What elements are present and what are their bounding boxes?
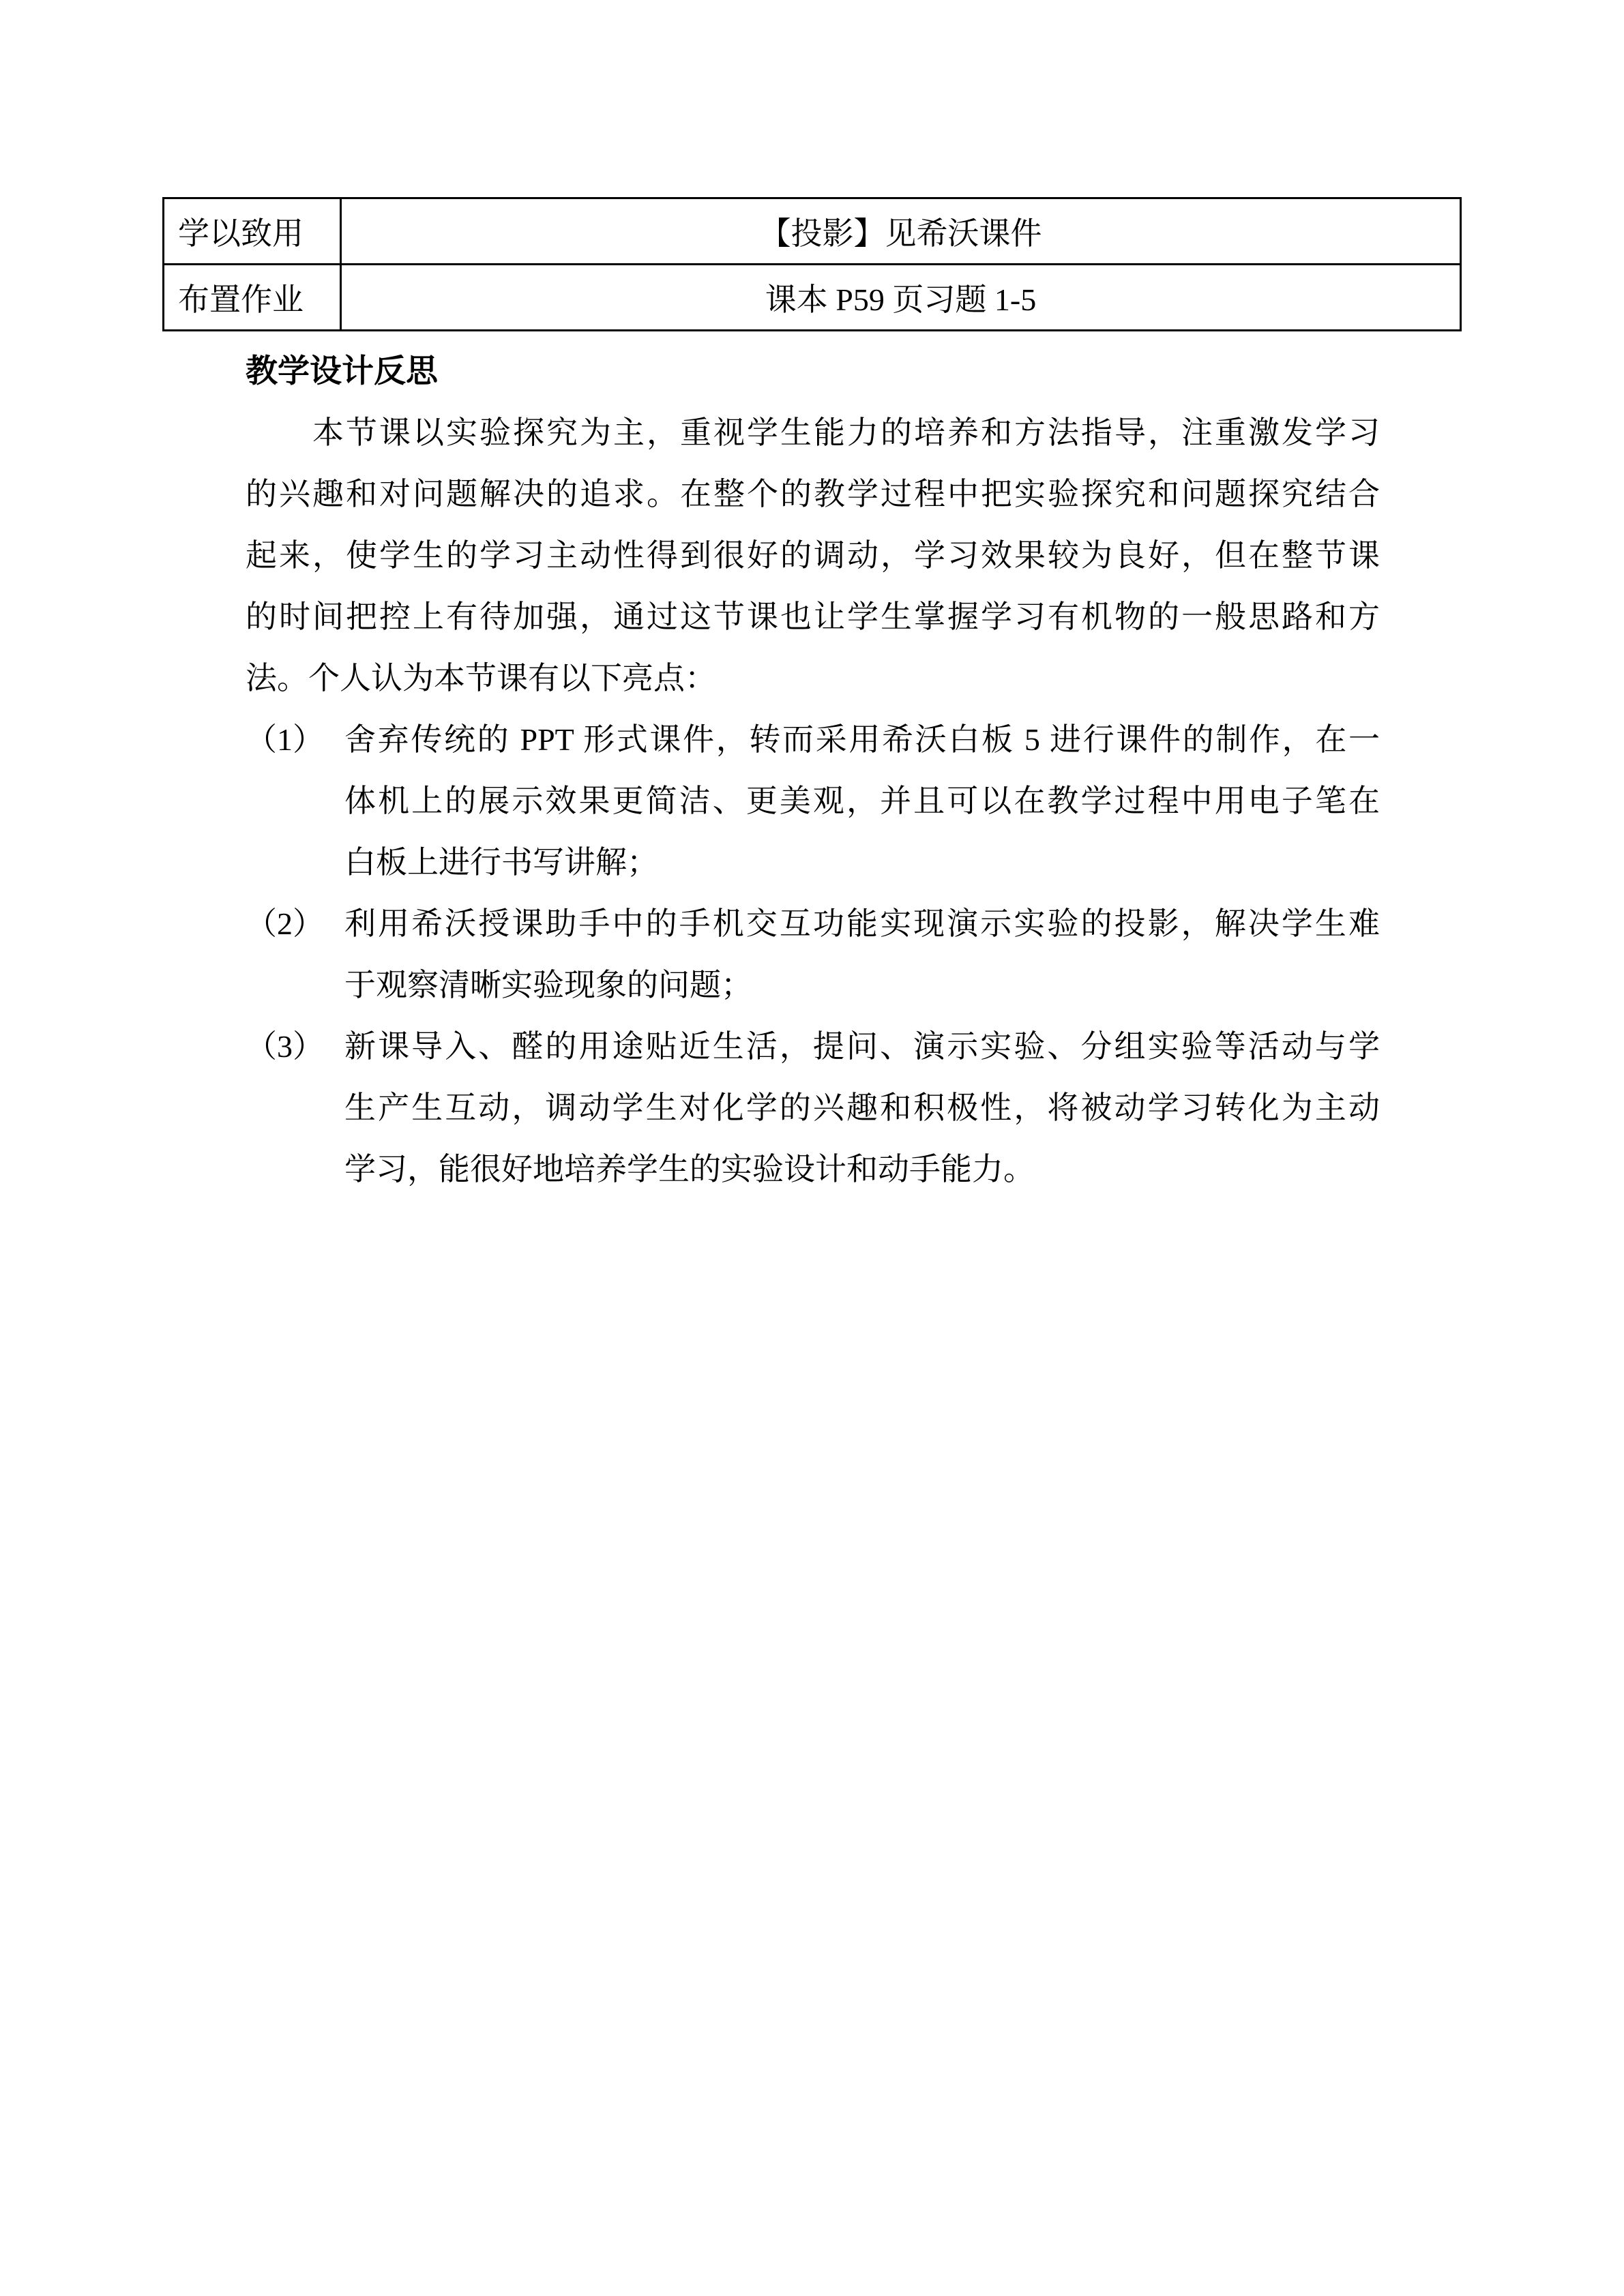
list-item-lines (344, 709, 1380, 893)
list-item-number: （1） (246, 722, 324, 757)
list-item-line: 学习，能很好地培养学生的实验设计和动手能力。 (344, 1152, 1035, 1187)
list-item-line: 新课导入、醛的用途贴近生活，提问、演示实验、分组实验等活动与学 (344, 1029, 1380, 1064)
reflection-paragraph (246, 402, 1380, 709)
list-item (246, 1016, 1380, 1200)
reflection-section (246, 341, 1380, 1200)
row-label-cell: 布置作业 (164, 265, 341, 331)
list-item-number: （2） (246, 906, 324, 941)
row-content-cell: 【投影】见希沃课件 (341, 198, 1461, 265)
row-label-cell: 学以致用 (164, 198, 341, 265)
paragraph-line: 的兴趣和对问题解决的追求。在整个的教学过程中把实验探究和问题探究结合 (246, 477, 1380, 511)
table-row (164, 198, 1461, 265)
row-content-cell: 课本 P59 页习题 1-5 (341, 265, 1461, 331)
reflection-heading: 教学设计反思 (246, 354, 438, 389)
list-item-lines (344, 1016, 1380, 1200)
list-item (246, 893, 1380, 1016)
list-item-line: 利用希沃授课助手中的手机交互功能实现演示实验的投影，解决学生难 (344, 906, 1380, 941)
list-item-number: （3） (246, 1029, 324, 1064)
list-item-lines (344, 893, 1380, 1016)
paragraph-line: 法。个人认为本节课有以下亮点： (246, 661, 716, 696)
list-item-line: 体机上的展示效果更简洁、更美观，并且可以在教学过程中用电子笔在 (344, 784, 1380, 818)
list-item (246, 709, 1380, 893)
paragraph-line: 的时间把控上有待加强，通过这节课也让学生掌握学习有机物的一般思路和方 (246, 599, 1380, 634)
table-row (164, 265, 1461, 331)
list-item-line: 舍弃传统的 PPT 形式课件，转而采用希沃白板 5 进行课件的制作，在一 (344, 722, 1380, 757)
paragraph-line: 本节课以实验探究为主，重视学生能力的培养和方法指导，注重激发学习 (312, 415, 1380, 450)
paragraph-line: 起来，使学生的学习主动性得到很好的调动，学习效果较为良好，但在整节课 (246, 538, 1380, 573)
assignments-table (162, 197, 1462, 331)
list-item-line: 生产生互动，调动学生对化学的兴趣和积极性，将被动学习转化为主动 (344, 1090, 1380, 1125)
list-item-line: 于观察清晰实验现象的问题； (344, 968, 752, 1002)
list-item-line: 白板上进行书写讲解； (344, 845, 658, 880)
